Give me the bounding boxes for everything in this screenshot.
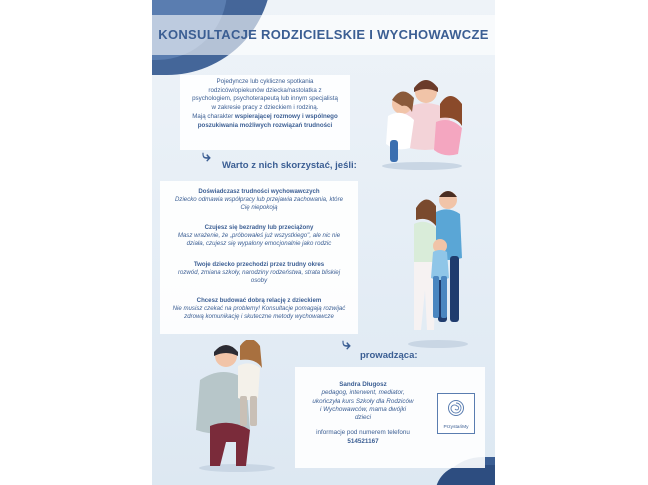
intro-line: psychologiem, psychoterapeutą lub innym specjalistą [192,95,338,103]
host-bio: ukończyła kurs Szkoły dla Rodziców [312,397,414,405]
reason-description: Nie musisz czekać na problemy! Konsultacje pomagają rozwijać [172,305,346,313]
phone-number[interactable]: 514521167 [347,437,379,445]
reason-item [160,224,358,248]
decor-blob-bottom-right-inner [435,465,495,485]
reason-heading: Chcesz budować dobrą relację z dzieckiem [196,297,322,304]
host-name: Sandra Długosz [339,381,387,388]
intro-emphasis: poszukiwania możliwych rozwiązań trudności [197,121,333,129]
intro-line: Pojedyncze lub cykliczne spotkania [216,78,314,85]
reason-description: osoby [250,277,268,285]
reasons-heading: Warto z nich skorzystać, jeśli: [222,160,357,171]
arrow-down-icon: ⤷ [342,336,351,353]
reason-description: rozwód, zmiana szkoły, narodziny rodzeństwa, strata bliskiej [177,269,341,277]
family-illustration-standing [402,188,474,350]
reasons-card [160,181,358,334]
page-title: KONSULTACJE RODZICIELSKIE I WYCHOWAWCZE [158,27,489,42]
intro-line: rodziców/opiekunów dziecka/nastolatka z [208,86,322,94]
host-bio: dzieci [354,414,372,422]
intro-line [180,122,350,131]
intro-line: w zakresie pracy z dzieckiem i rodziną. [211,104,319,112]
reason-description: Masz wrażenie, że „próbowałeś już wszystkiego", ale nic nie [177,232,341,240]
logo-text: PrzystańMy [443,425,469,430]
host-bio: i Wychowawców, mama dwójki [319,405,407,413]
logo-spiral-icon [447,399,465,417]
intro-line [180,113,350,122]
parent-child-illustration [192,340,282,472]
intro-emphasis: wspierającej rozmowy i wspólnego [234,112,338,120]
poster [152,0,495,485]
intro-card [180,75,350,150]
reason-description: Dziecko odmawia współpracy lub przejawia zachowania, które [175,196,343,204]
intro-text: Mają charakter [192,112,235,120]
host-card [295,367,485,468]
contact-label: informacje pod numerem telefonu [316,429,410,437]
reason-item [160,261,358,285]
host-details [299,381,427,446]
reason-description: zdrową komunikację i skuteczne metody wychowawcze [184,313,334,321]
reason-description: działa, czujesz się wypalony emocjonalnie jako rodzic [186,240,332,248]
reason-item [160,297,358,321]
family-illustration-top [374,70,470,170]
arrow-down-icon: ⤷ [202,148,211,165]
host-label: prowadząca: [360,350,418,361]
reason-heading: Twoje dziecko przechodzi przez trudny okres [193,261,325,268]
reason-heading: Doświadczasz trudności wychowawczych [198,188,320,195]
reason-heading: Czujesz się bezradny lub przeciążony [204,224,314,231]
reason-item [160,188,358,212]
reason-description: Cię niepokoją [240,204,278,212]
brand-logo [437,393,475,434]
host-bio: pedagog, interwent, mediator, [321,389,405,397]
